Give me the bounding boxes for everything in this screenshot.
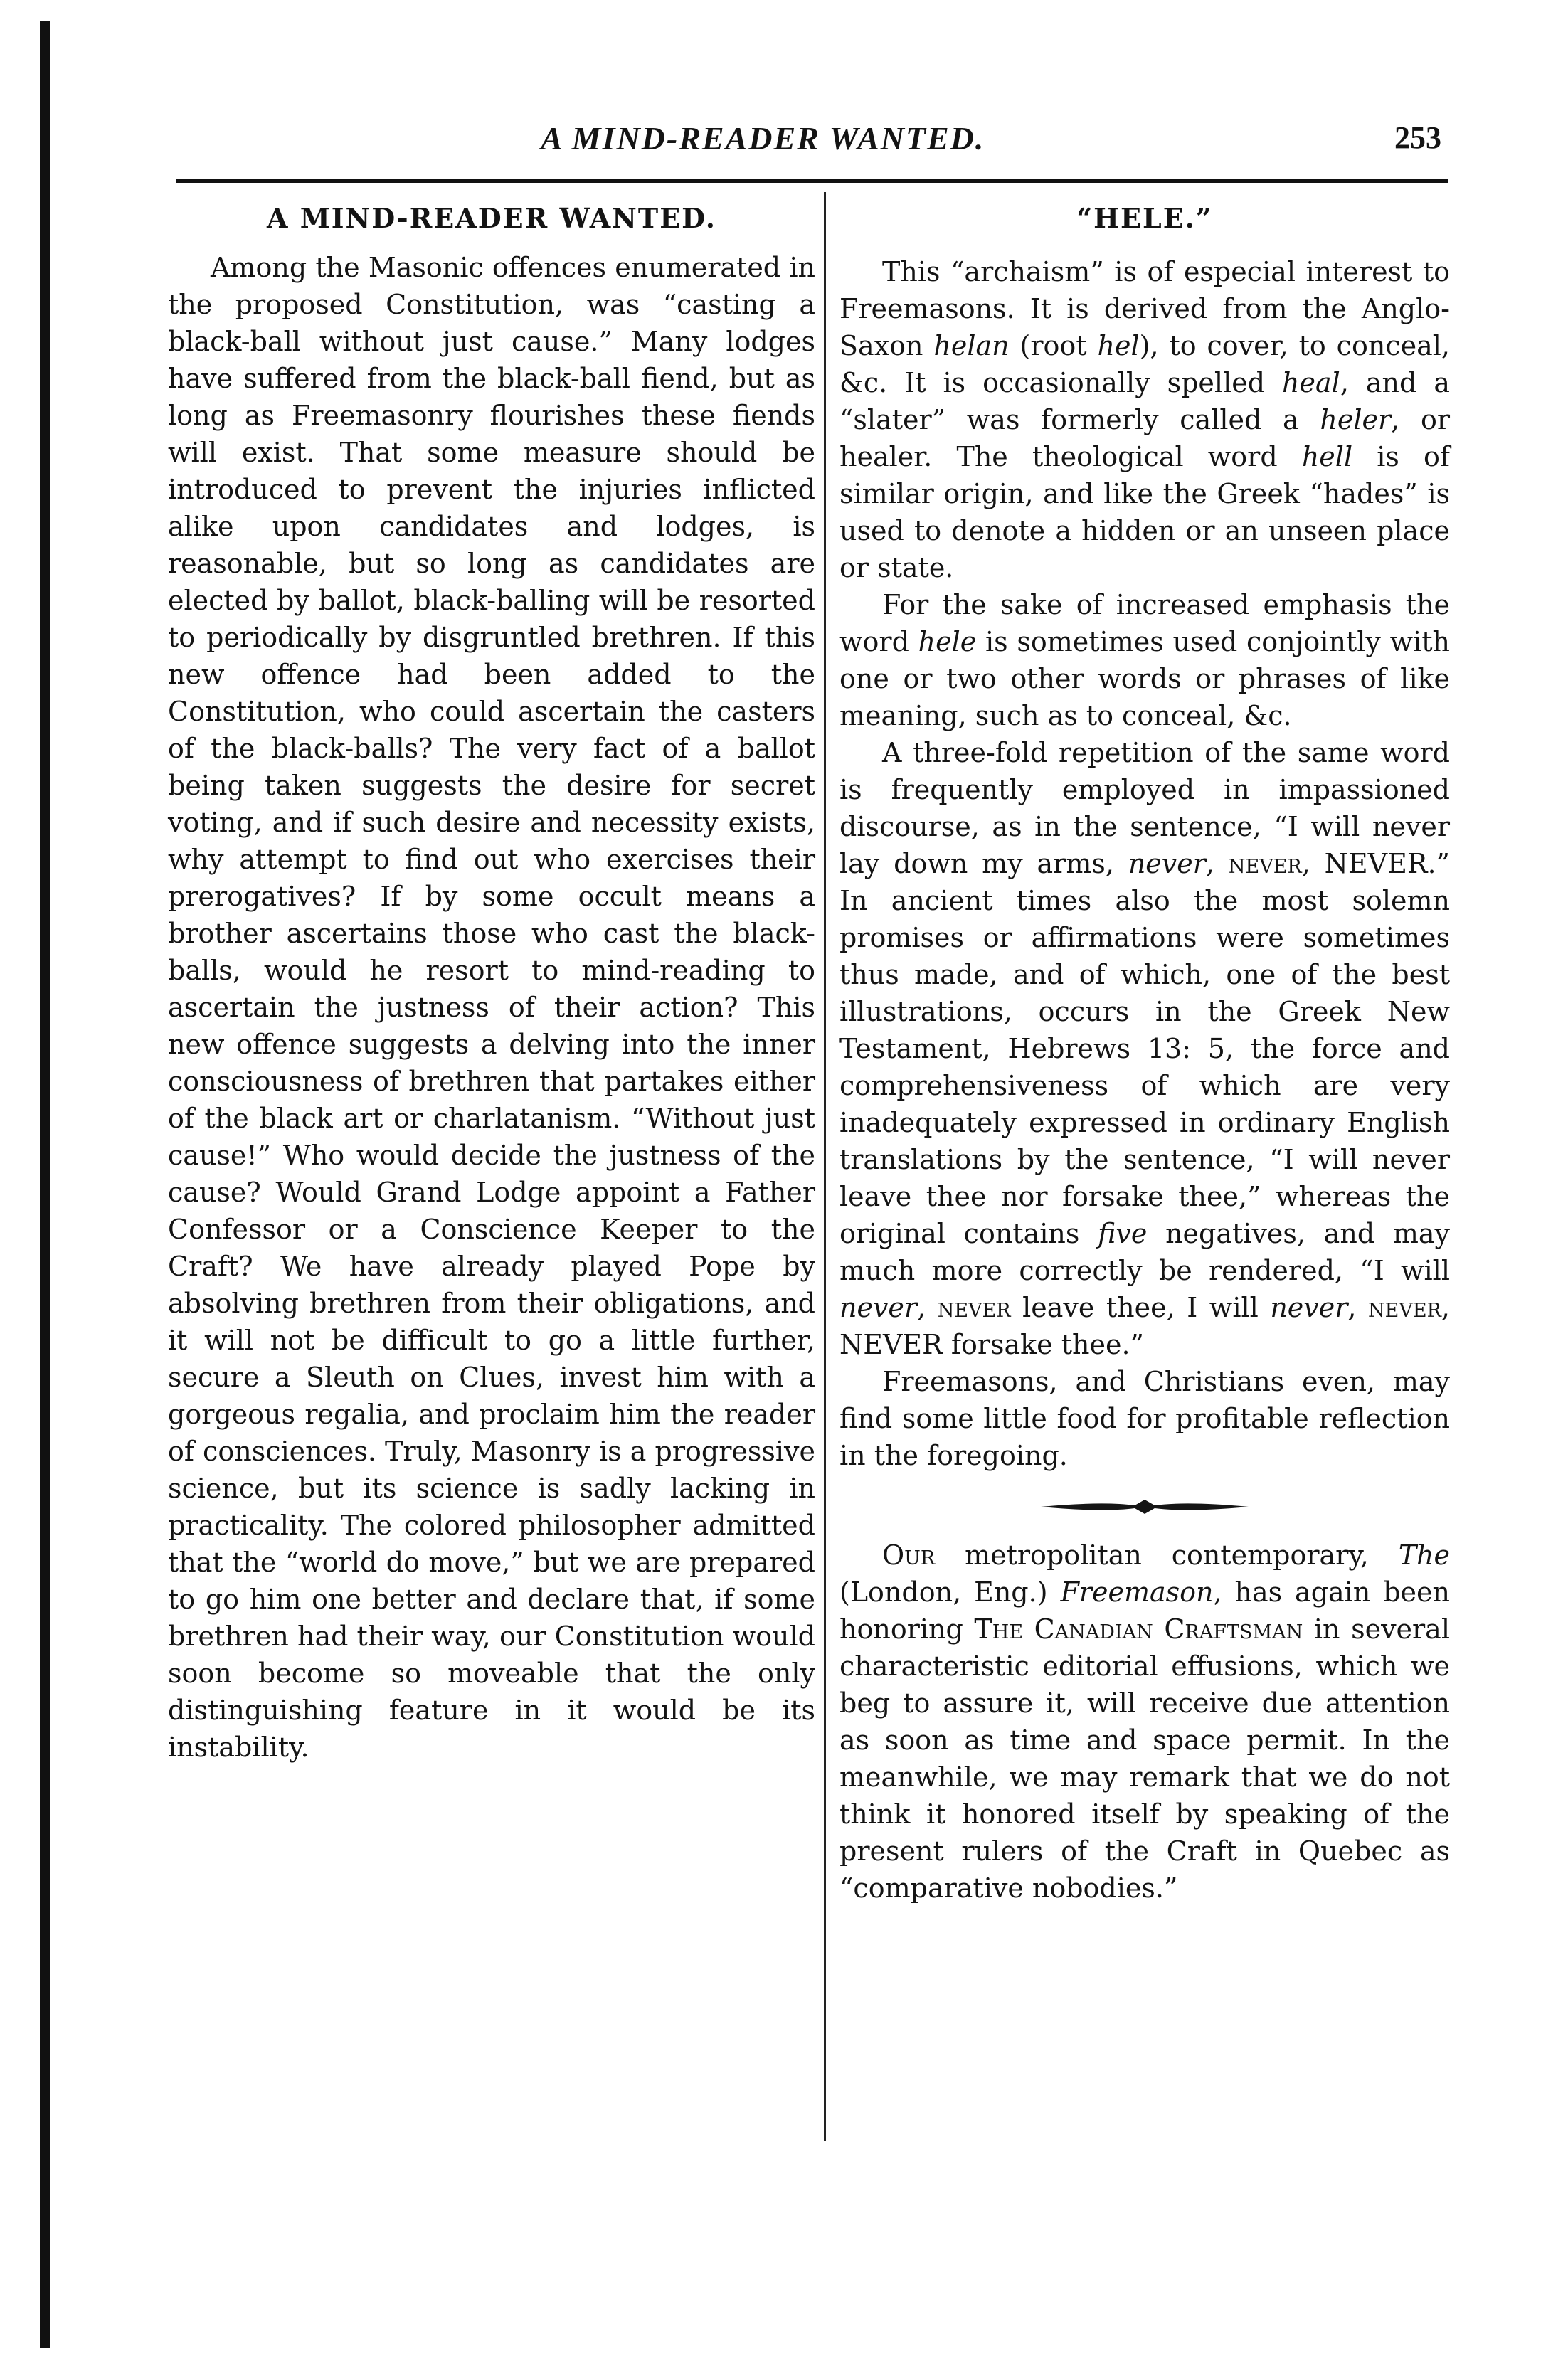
page-number: 253	[1394, 120, 1441, 155]
editorial-note-paragraph: Our metropolitan contemporary, The (London, Eng.) Freemason, has again been honoring The Canadian Craftsman in several characteristic editorial effusions, which we beg to assure it, will receive due attention as soon as time and space permit. In the meanwhile, we may remark that we do not think it honored itself by speaking of the present rulers of the Craft in Quebec as “comparative nobodies.”	[839, 1539, 1450, 1904]
hele-paragraph-1: This “archaism” is of especial interest to Freemasons. It is derived from the Anglo-Saxon helan (root hel), to cover, to conceal, &c. It is occasionally spelled heal, and a “slater” was formerly called a heler, or healer. The theological word hell is of similar origin, and like the Greek “hades” is used to denote a hidden or an unseen place or state.	[839, 256, 1451, 583]
hele-paragraph-2: For the sake of increased emphasis the word hele is sometimes used conjointly with one or two other words or phrases of like meaning, such as to conceal, &c.	[839, 589, 1450, 731]
hele-paragraph-3: A three-fold repetition of the same word is frequently employed in impassioned discourse, as in the sentence, “I will never lay down my arms, never, never, NEVER.” In ancient times also the most solemn promises or affirmations were sometimes thus made, and of which, one of the best illustrations, occurs in the Greek New Testament, Hebrews 13: 5, the force and comprehensiveness of which are very inadequately expressed in ordinary English translations by the sentence, “I will never leave thee nor forsake thee,” whereas the original contains five negatives, and may much more correctly be rendered, “I will never, never leave thee, I will never, never, NEVER forsake thee.”	[839, 737, 1450, 1360]
binding-edge-rule	[40, 21, 50, 2348]
article-heading-hele: “HELE.”	[1076, 202, 1213, 234]
left-column	[168, 199, 815, 1766]
column-divider	[824, 192, 826, 2141]
article-paragraph: Among the Masonic offences enumerated in the proposed Constitution, was “casting a black-ball without just cause.” Many lodges have suffered from the black-ball fiend, but as long as Freemasonry flourishes these fiends will exist. That some measure should be introduced to prevent the injuries inflicted alike upon candidates and lodges, is reasonable, but so long as candidates are elected by ballot, black-balling will be resorted to periodically by disgruntled brethren. If this new offence had been added to the Constitution, who could ascertain the casters of the black-balls? The very fact of a ballot being taken suggests the desire for secret voting, and if such desire and necessity exists, why attempt to find out who exercises their prerogatives? If by some occult means a brother ascertains those who cast the black-balls, would he resort to mind-reading to ascertain the justness of their action? This new offence suggests a delving into the inner consciousness of brethren that partakes either of the black art or charlatanism. “Without just cause!” Who would decide the justness of the cause? Would Grand Lodge appoint a Father Confessor or a Conscience Keeper to the Craft? We have already played Pope by absolving brethren from their obligations, and it will not be difficult to go a little further, secure a Sleuth on Clues, invest him with a gorgeous regalia, and proclaim him the reader of consciences. Truly, Masonry is a progressive science, but its science is sadly lacking in practicality. The colored philosopher admitted that the “world do move,” but we are prepared to go him one better and declare that, if some brethren had their way, our Constitution would soon become so moveable that the only distinguishing feature in it would be its instability.	[168, 252, 815, 1763]
running-head: A MIND-READER WANTED.	[541, 120, 985, 157]
hele-paragraph-4: Freemasons, and Christians even, may find some little food for profitable reflection in the foregoing.	[839, 1366, 1450, 1471]
section-divider-ornament	[1038, 1498, 1251, 1515]
right-column	[839, 199, 1450, 1907]
article-heading-mind-reader: A MIND-READER WANTED.	[266, 202, 716, 234]
header-rule	[176, 179, 1448, 183]
